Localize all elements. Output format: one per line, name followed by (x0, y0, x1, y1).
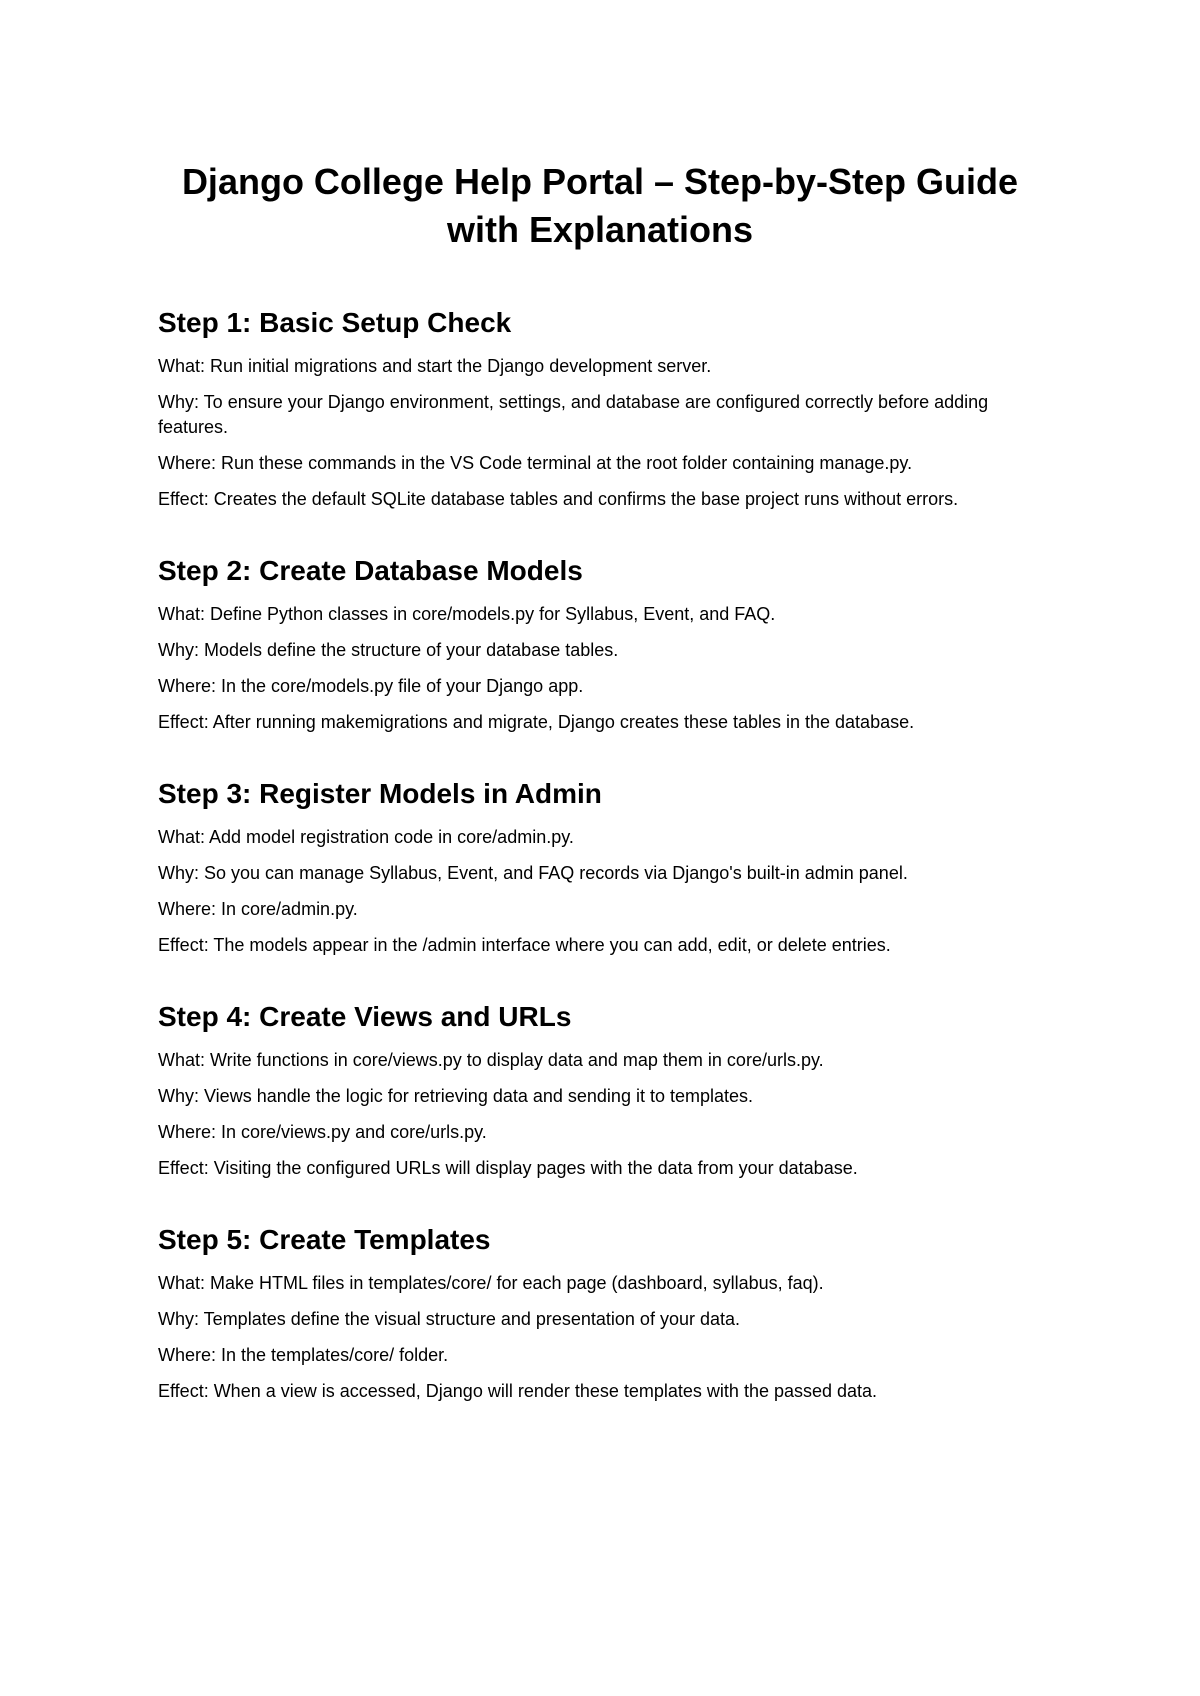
step-1-effect: Effect: Creates the default SQLite database tables and confirms the base project runs without errors. (158, 489, 959, 509)
step-4-what: What: Write functions in core/views.py to display data and map them in core/urls.py. (158, 1050, 824, 1070)
step-1-section (158, 306, 1038, 512)
document-title (150, 158, 1050, 254)
step-1-heading: Step 1: Basic Setup Check (158, 307, 512, 338)
title-line-2: with Explanations (446, 209, 754, 250)
step-3-section (158, 777, 1038, 958)
step-3-what: What: Add model registration code in core/admin.py. (158, 827, 574, 847)
step-5-where: Where: In the templates/core/ folder. (158, 1345, 449, 1365)
step-1-what: What: Run initial migrations and start the Django development server. (158, 356, 712, 376)
step-3-where: Where: In core/admin.py. (158, 899, 358, 919)
step-4-effect: Effect: Visiting the configured URLs will display pages with the data from your database. (158, 1158, 858, 1178)
step-5-heading: Step 5: Create Templates (158, 1224, 491, 1255)
step-3-effect: Effect: The models appear in the /admin interface where you can add, edit, or delete entries. (158, 935, 891, 955)
step-4-heading: Step 4: Create Views and URLs (158, 1001, 572, 1032)
step-2-why: Why: Models define the structure of your database tables. (158, 640, 619, 660)
step-2-heading: Step 2: Create Database Models (158, 555, 583, 586)
step-4-section (158, 1000, 1038, 1181)
step-3-why: Why: So you can manage Syllabus, Event, and FAQ records via Django's built-in admin panel. (158, 863, 908, 883)
step-5-effect: Effect: When a view is accessed, Django will render these templates with the passed data. (158, 1381, 878, 1401)
step-2-section (158, 554, 1038, 735)
step-2-where: Where: In the core/models.py file of your Django app. (158, 676, 584, 696)
step-4-why: Why: Views handle the logic for retrieving data and sending it to templates. (158, 1086, 754, 1106)
step-3-heading: Step 3: Register Models in Admin (158, 778, 602, 809)
steps-list (158, 306, 1038, 1446)
step-1-where: Where: Run these commands in the VS Code terminal at the root folder containing manage.py. (158, 453, 913, 473)
title-line-1: Django College Help Portal – Step-by-Step Guide (181, 161, 1019, 202)
step-4-where: Where: In core/views.py and core/urls.py. (158, 1122, 487, 1142)
step-2-effect: Effect: After running makemigrations and migrate, Django creates these tables in the database. (158, 712, 915, 732)
step-1-why: Why: To ensure your Django environment, settings, and database are configured correctly before adding features. (158, 392, 989, 437)
step-2-what: What: Define Python classes in core/models.py for Syllabus, Event, and FAQ. (158, 604, 776, 624)
step-5-what: What: Make HTML files in templates/core/ for each page (dashboard, syllabus, faq). (158, 1273, 824, 1293)
step-5-section (158, 1223, 1038, 1404)
step-5-why: Why: Templates define the visual structure and presentation of your data. (158, 1309, 740, 1329)
